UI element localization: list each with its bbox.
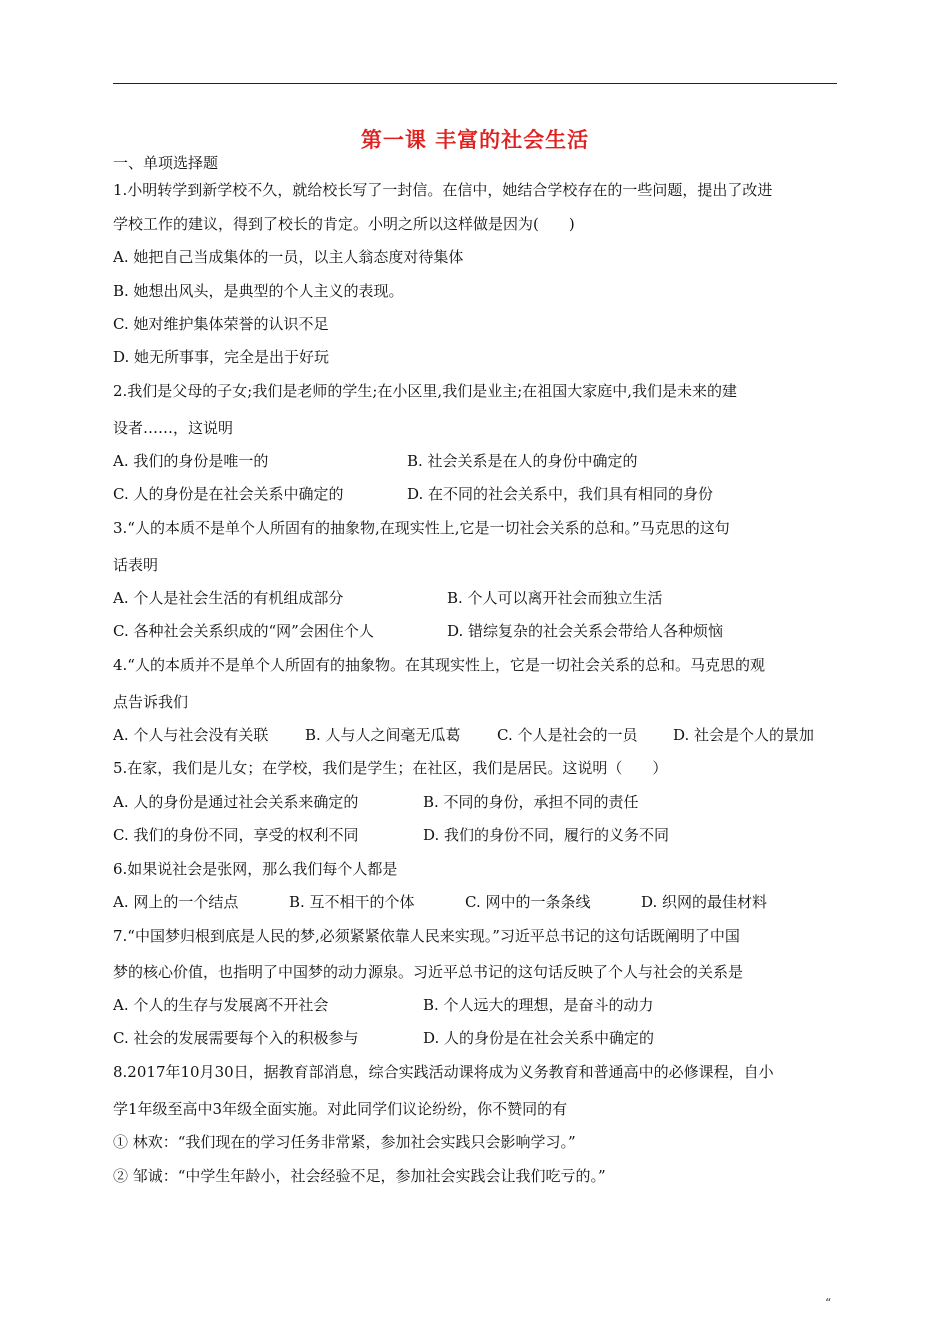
- header-rule: [113, 83, 837, 84]
- q2-option-a: A. 我们的身份是唯一的: [113, 452, 269, 470]
- q5-option-a: A. 人的身份是通过社会关系来确定的: [113, 793, 359, 811]
- q1-option-b: B. 她想出风头，是典型的个人主义的表现。: [113, 282, 404, 300]
- q1-stem-line-1: 1.小明转学到新学校不久，就给校长写了一封信。在信中，她结合学校存在的一些问题，提出了改进: [113, 181, 773, 199]
- page-footer-mark: “: [825, 1296, 832, 1310]
- q4-option-d: D. 社会是个人的景加: [673, 726, 815, 744]
- q8-stem-line-1: 8.2017年10月30日，据教育部消息，综合实践活动课将成为义务教育和普通高中的必修课程，自小: [113, 1063, 774, 1081]
- q4-option-c: C. 个人是社会的一员: [497, 726, 638, 744]
- q7-option-a: A. 个人的生存与发展离不开社会: [113, 996, 329, 1014]
- q2-stem-line-1: 2.我们是父母的子女;我们是老师的学生;在小区里,我们是业主;在祖国大家庭中,我们是未来的建: [113, 382, 738, 400]
- q6-option-d: D. 织网的最佳材料: [641, 893, 768, 911]
- q1-option-c: C. 她对维护集体荣誉的认识不足: [113, 315, 329, 333]
- q4-stem-line-2: 点告诉我们: [113, 693, 189, 711]
- q2-option-c: C. 人的身份是在社会关系中确定的: [113, 485, 344, 503]
- q6-option-b: B. 互不相干的个体: [289, 893, 415, 911]
- q7-option-c: C. 社会的发展需要每个入的积极参与: [113, 1029, 359, 1047]
- q8-statement-1: ① 林欢：“我们现在的学习任务非常紧，参加社会实践只会影响学习。”: [113, 1133, 576, 1151]
- q3-option-c: C. 各种社会关系织成的“网”会困住个人: [113, 622, 374, 640]
- q4-option-b: B. 人与人之间毫无瓜葛: [305, 726, 461, 744]
- q5-option-b: B. 不同的身份，承担不同的责任: [423, 793, 639, 811]
- q6-option-a: A. 网上的一个结点: [113, 893, 239, 911]
- q6-option-c: C. 网中的一条条线: [465, 893, 591, 911]
- q7-option-d: D. 人的身份是在社会关系中确定的: [423, 1029, 655, 1047]
- q2-option-d: D. 在不同的社会关系中，我们具有相同的身份: [407, 485, 714, 503]
- q7-stem-line-2: 梦的核心价值，也指明了中国梦的动力源泉。习近平总书记的这句话反映了个人与社会的关系是: [113, 963, 744, 981]
- q4-option-a: A. 个人与社会没有关联: [113, 726, 269, 744]
- q6-stem-line-1: 6.如果说社会是张网，那么我们每个人都是: [113, 860, 398, 878]
- q3-option-d: D. 错综复杂的社会关系会带给人各种烦恼: [447, 622, 724, 640]
- q2-option-b: B. 社会关系是在人的身份中确定的: [407, 452, 638, 470]
- q7-option-b: B. 个人远大的理想，是奋斗的动力: [423, 996, 654, 1014]
- q1-option-d: D. 她无所事事，完全是出于好玩: [113, 348, 330, 366]
- q3-option-b: B. 个人可以离开社会而独立生活: [447, 589, 663, 607]
- q3-stem-line-2: 话表明: [113, 556, 159, 574]
- q3-stem-line-1: 3.“人的本质不是单个人所固有的抽象物,在现实性上,它是一切社会关系的总和。”马克思的这句: [113, 519, 730, 537]
- q5-option-c: C. 我们的身份不同，享受的权利不同: [113, 826, 359, 844]
- q1-stem-line-2: 学校工作的建议，得到了校长的肯定。小明之所以这样做是因为( ): [113, 215, 575, 233]
- q5-option-d: D. 我们的身份不同，履行的义务不同: [423, 826, 670, 844]
- q5-stem-line-1: 5.在家，我们是儿女；在学校，我们是学生；在社区，我们是居民。这说明（ ）: [113, 759, 668, 777]
- q2-stem-line-2: 设者……，这说明: [113, 419, 234, 437]
- q8-statement-2: ② 邹诚：“中学生年龄小，社会经验不足，参加社会实践会让我们吃亏的。”: [113, 1167, 606, 1185]
- section-heading: 一、单项选择题: [113, 154, 219, 172]
- q4-stem-line-1: 4.“人的本质并不是单个人所固有的抽象物。在其现实性上，它是一切社会关系的总和。马克思的观: [113, 656, 765, 674]
- q8-stem-line-2: 学1年级至高中3年级全面实施。对此同学们议论纷纷，你不赞同的有: [113, 1100, 568, 1118]
- q1-option-a: A. 她把自己当成集体的一员，以主人翁态度对待集体: [113, 248, 464, 266]
- q3-option-a: A. 个人是社会生活的有机组成部分: [113, 589, 344, 607]
- page-title: 第一课 丰富的社会生活: [360, 128, 590, 152]
- q7-stem-line-1: 7.“中国梦归根到底是人民的梦,必须紧紧依靠人民来实现。”习近平总书记的这句话既阐明了中国: [113, 927, 740, 945]
